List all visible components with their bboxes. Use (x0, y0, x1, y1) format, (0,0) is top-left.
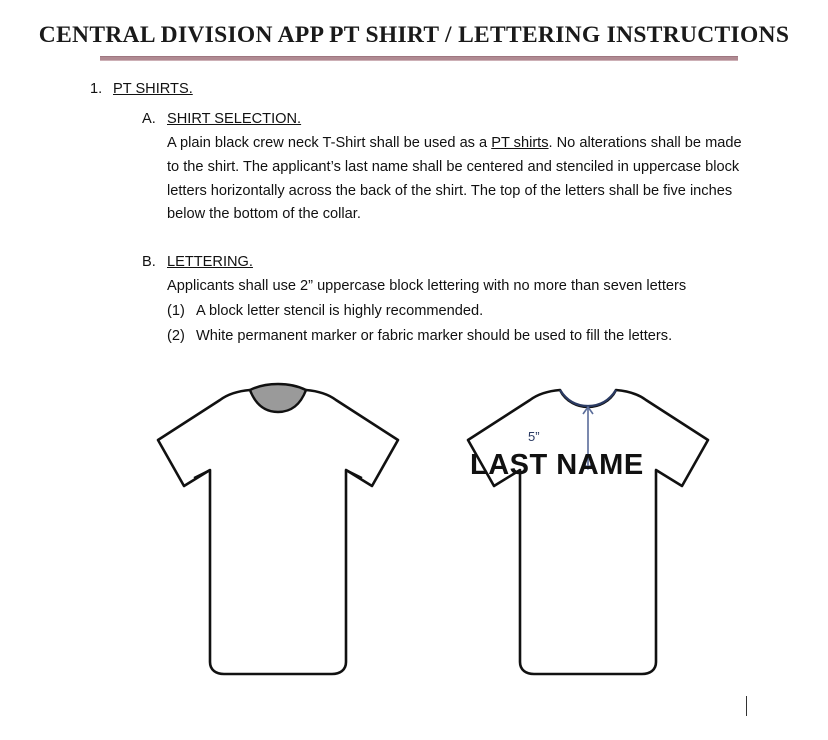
section-1-heading (0, 78, 828, 102)
title-divider (100, 56, 738, 61)
item-b-subitem-1-marker: (1) (167, 303, 185, 320)
item-b-subitem-1-text: A block letter stencil is highly recommended. (196, 303, 484, 320)
item-a-paragraph-part1: A plain black crew neck T-Shirt shall be used as a (167, 135, 492, 152)
item-b-subitem-2-marker: (2) (167, 327, 185, 344)
page-title (0, 22, 828, 49)
item-b-subitem-1 (0, 300, 828, 324)
back-shirt-illustration (420, 382, 720, 682)
front-shirt-svg (110, 382, 410, 682)
front-shirt-illustration (110, 382, 410, 682)
text-cursor (746, 696, 747, 716)
item-a-heading (0, 108, 828, 132)
measurement-label: 5” (528, 429, 540, 444)
item-a-title: SHIRT SELECTION. (167, 110, 302, 127)
item-a-paragraph-underlined: PT shirts (491, 135, 549, 152)
item-b-heading (0, 251, 828, 275)
item-a-paragraph (0, 132, 828, 227)
item-b-subitem-2-text: White permanent marker or fabric marker should be used to fill the letters. (196, 327, 673, 344)
back-shirt-lettering: LAST NAME (470, 449, 644, 481)
section-1-title: PT SHIRTS. (113, 81, 193, 97)
item-a-paragraph-part2: . No alterations shall be made to the shirt. The applicant’s last name shall be centered and stenciled in uppercase block letters horizontally across the back of the shirt. The top of the letters shall be five inches below the bottom of the collar. (167, 135, 742, 223)
item-b-letter: B. (142, 253, 156, 270)
item-b-subitem-2 (0, 325, 828, 349)
item-a-letter: A. (142, 110, 156, 127)
document-body (0, 78, 828, 348)
back-shirt-svg (420, 382, 720, 682)
shirt-figure (0, 382, 828, 712)
paragraph-spacer (0, 227, 828, 245)
item-b-title: LETTERING. (167, 253, 253, 270)
section-1-number: 1. (90, 81, 103, 97)
item-b-paragraph: Applicants shall use 2” uppercase block lettering with no more than seven letters (167, 278, 687, 295)
page-title-text: CENTRAL DIVISION APP PT SHIRT / LETTERING INSTRUCTIONS (38, 22, 790, 48)
